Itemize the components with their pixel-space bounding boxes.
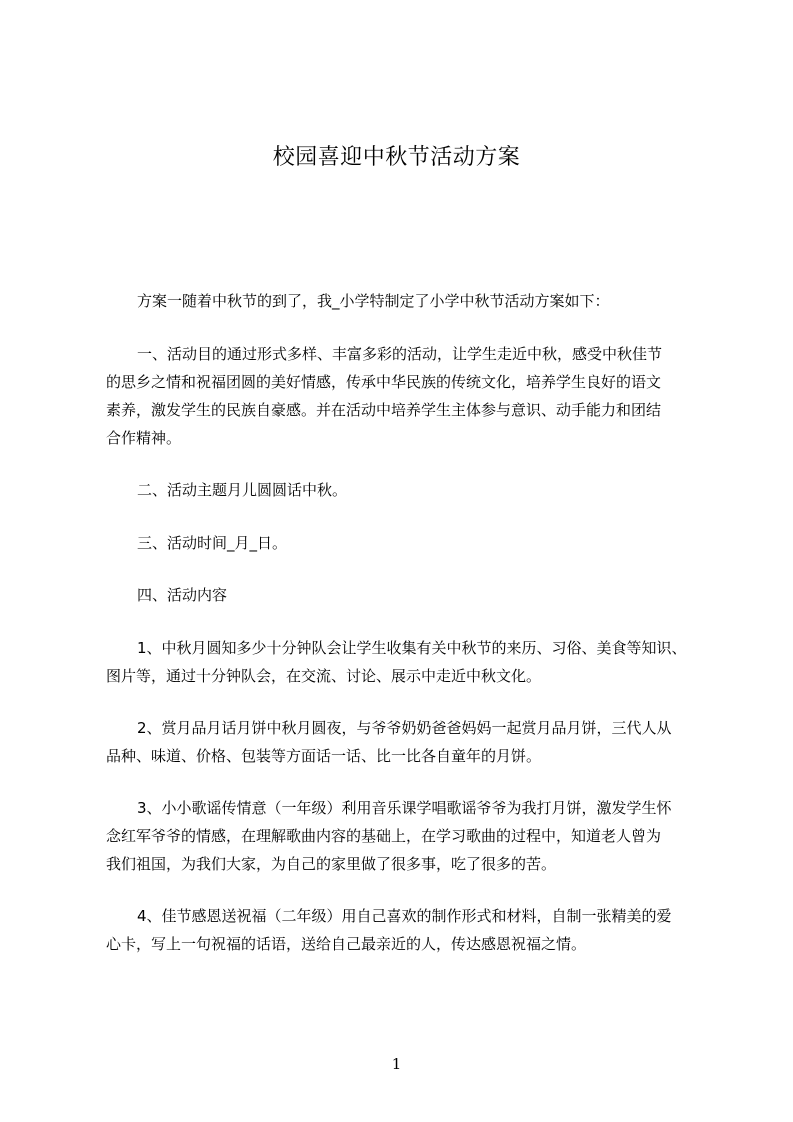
paragraph-line: 素养，激发学生的民族自豪感。并在活动中培养学生主体参与意识、动手能力和团结 (106, 401, 662, 419)
paragraph-line: 4、佳节感恩送祝福（二年级）用自己喜欢的制作形式和材料，自制一张精美的爱 (137, 907, 672, 925)
section-content-heading: 四、活动内容 (137, 586, 228, 604)
section-time: 三、活动时间_月_日。 (137, 534, 288, 552)
paragraph-line: 2、赏月品月话月饼中秋月圆夜，与爷爷奶奶爸爸妈妈一起赏月品月饼，三代人从 (137, 719, 672, 737)
paragraph-line: 1、中秋月圆知多少十分钟队会让学生收集有关中秋节的来历、习俗、美食等知识、 (137, 639, 687, 657)
section-theme: 二、活动主题月儿圆圆话中秋。 (137, 481, 348, 499)
paragraph-line: 图片等，通过十分钟队会，在交流、讨论、展示中走近中秋文化。 (106, 667, 542, 685)
paragraph-line: 3、小小歌谣传情意（一年级）利用音乐课学唱歌谣爷爷为我打月饼，激发学生怀 (137, 799, 672, 817)
paragraph-line: 念红军爷爷的情感，在理解歌曲内容的基础上，在学习歌曲的过程中，知道老人曾为 (106, 827, 662, 845)
paragraph-line: 合作精神。 (106, 429, 182, 447)
paragraph-line: 一、活动目的通过形式多样、丰富多彩的活动，让学生走近中秋，感受中秋佳节 (137, 345, 663, 363)
paragraph-line: 品种、味道、价格、包装等方面话一话、比一比各自童年的月饼。 (106, 747, 542, 765)
paragraph-line: 的思乡之情和祝福团圆的美好情感，传承中华民族的传统文化，培养学生良好的语文 (106, 373, 662, 391)
intro-paragraph: 方案一随着中秋节的到了，我_小学特制定了小学中秋节活动方案如下： (137, 292, 610, 310)
document-title: 校园喜迎中秋节活动方案 (272, 145, 521, 170)
page-number: 1 (391, 1055, 402, 1073)
paragraph-line: 我们祖国，为我们大家，为自己的家里做了很多事，吃了很多的苦。 (106, 855, 557, 873)
paragraph-line: 心卡，写上一句祝福的话语，送给自己最亲近的人，传达感恩祝福之情。 (106, 935, 587, 953)
